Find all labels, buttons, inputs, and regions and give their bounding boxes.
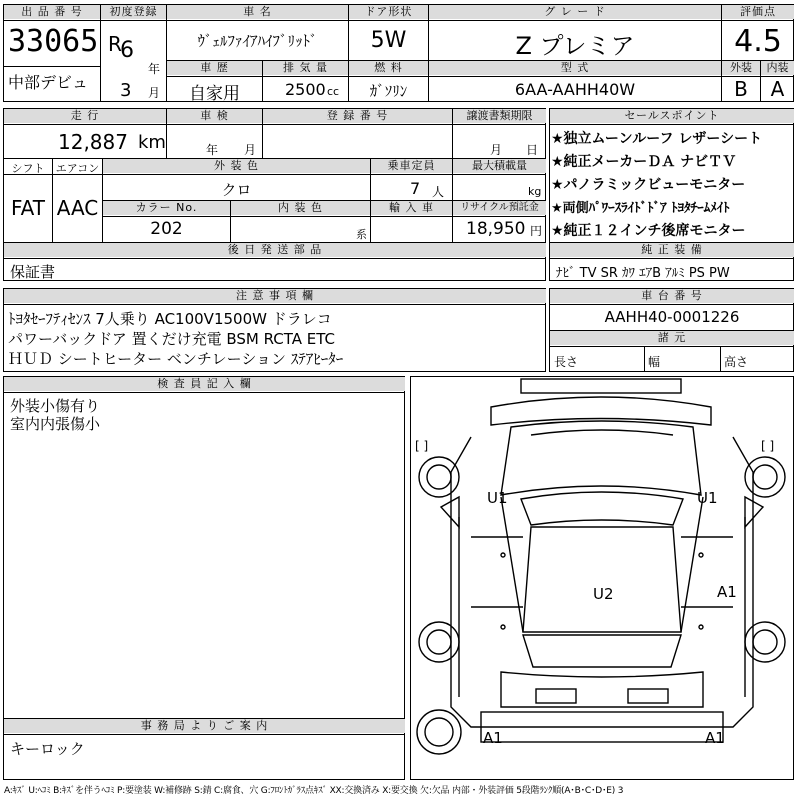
era: R (108, 32, 122, 56)
model-label: 型 式 (429, 61, 721, 75)
damage-diagram (410, 376, 794, 780)
sales-point-3: ★パノラミックビューモニター (551, 177, 746, 193)
grade-label: グ レ ー ド (429, 5, 721, 19)
aircon-label: エアコン (55, 162, 100, 175)
bracket-front-left: [ ] (415, 439, 429, 453)
car-name: ｳﾞｪﾙﾌｧｲｱﾊｲﾌﾞﾘｯﾄﾞ (197, 32, 318, 50)
score-label: 評価点 (722, 5, 794, 19)
notes-label: 注 意 事 項 欄 (4, 289, 546, 303)
recycle-unit: 円 (530, 224, 543, 238)
reg-month: 3 (120, 80, 132, 101)
mileage-unit: km (138, 132, 166, 153)
score: 4.5 (734, 24, 782, 59)
mark-right-front: U1 (697, 489, 718, 507)
interior-grade: A (770, 77, 785, 101)
recycle-amount: 18,950 (466, 219, 526, 239)
color: クロ (221, 181, 252, 199)
chassis-label: 車 台 番 号 (550, 289, 794, 303)
sales-point-2: ★純正メーカーＤＡ ナビＴＶ (551, 154, 737, 170)
capacity-unit: 人 (432, 185, 445, 199)
grade: Z プレミア (515, 32, 635, 60)
sales-point-1: ★独立ムーンルーフ レザーシート (551, 131, 763, 147)
interior-label: 内装 (761, 61, 794, 75)
notes-line-2: パワーバックドア 置くだけ充電 BSM RCTA ETC (8, 330, 336, 348)
dims-label: 諸 元 (550, 331, 794, 345)
mark-rear-left: A1 (483, 729, 503, 747)
displacement-unit: cc (327, 85, 340, 98)
office-label: 事 務 局 よ り ご 案 内 (4, 719, 405, 733)
sales-point-5: ★純正１２インチ後席モニター (551, 223, 746, 239)
insp-year-unit: 年 (206, 143, 219, 157)
import-label: 輸 入 車 (371, 201, 452, 215)
mark-roof: U2 (593, 585, 614, 603)
history-label: 車 歴 (167, 61, 262, 75)
shift: FAT (10, 196, 45, 220)
notes-line-1: ﾄﾖﾀｾｰﾌﾃｨｾﾝｽ 7人乗り AC100V1500W ドラレコ (8, 310, 332, 328)
shift-label: シフト (11, 162, 45, 175)
doors-label: ドア形状 (349, 5, 428, 19)
later-parts-label: 後 日 発 送 部 品 (4, 243, 546, 257)
exterior-label: 外装 (722, 61, 760, 75)
inspection-label: 車 検 (167, 109, 262, 123)
color-no-label: カラー No. (103, 201, 230, 215)
mark-rear-right: A1 (705, 729, 725, 747)
capacity-label: 乗車定員 (371, 159, 452, 173)
transfer-day-unit: 日 (526, 143, 539, 157)
office-note: キーロック (10, 740, 85, 758)
mark-right-rear: A1 (717, 583, 737, 601)
inspector-line-1: 外装小傷有り (10, 397, 101, 415)
lot-number: 33065 (8, 24, 99, 59)
recycle-label: リサイクル預託金 (453, 201, 546, 215)
mileage: 12,887 (58, 130, 128, 154)
mark-left-front: U1 (487, 489, 508, 507)
notes-line-3: ＨＵＤ シートヒーター ベンチレーション ｽﾃｱﾋｰﾀｰ (8, 350, 344, 368)
mileage-label: 走 行 (4, 109, 166, 123)
lot-label: 出 品 番 号 (4, 5, 100, 19)
length-label: 長さ (554, 355, 579, 369)
fuel: ｶﾞｿﾘﾝ (369, 82, 408, 100)
displacement: 2500 (285, 80, 326, 99)
interior-color-label: 内 装 色 (231, 201, 370, 215)
fuel-label: 燃 料 (349, 61, 428, 75)
legend: A:ｷｽﾞ U:ﾍｺﾐ B:ｷｽﾞを伴うﾍｺﾐ P:要塗装 W:補修跡 S:錆 C:腐食、穴 G:ﾌﾛﾝﾄｶﾞﾗｽ点ｷｽﾞ XX:交換済み X:要交換 欠:欠品 内部・外装評価 5段階ﾗﾝｸ順(A･B･C･D･E) 3 (4, 786, 624, 796)
insp-month-unit: 月 (244, 143, 257, 157)
color-no: 202 (150, 219, 183, 239)
displacement-label: 排 気 量 (263, 61, 348, 75)
load-label: 最大積載量 (453, 159, 546, 173)
month-unit: 月 (148, 86, 161, 100)
bracket-front-right: [ ] (761, 439, 775, 453)
aircon: AAC (56, 196, 99, 220)
equipment: ﾅﾋﾞ TV SR ｶﾜ ｴｱB ｱﾙﾐ PS PW (556, 266, 730, 281)
width-label: 幅 (648, 355, 661, 369)
exterior-grade: B (734, 77, 748, 101)
transfer-month-unit: 月 (490, 143, 503, 157)
load-unit: kg (528, 185, 542, 198)
car-name-label: 車 名 (167, 5, 348, 19)
history: 自家用 (189, 84, 240, 104)
color-label: 外 装 色 (103, 159, 370, 173)
inspector-line-2: 室内内張傷小 (10, 415, 101, 433)
sales-points-label: セールスポイント (550, 109, 794, 123)
height-label: 高さ (724, 355, 749, 369)
doors: 5W (370, 28, 407, 53)
model: 6AA-AAHH40W (514, 80, 636, 99)
registration-label: 初度登録 (101, 5, 166, 19)
year-unit: 年 (148, 62, 161, 76)
car-outline-diagram (411, 377, 793, 779)
equipment-label: 純 正 装 備 (550, 243, 794, 257)
inspector-label: 検 査 員 記 入 欄 (4, 377, 405, 391)
interior-color-unit: 系 (356, 228, 367, 241)
sales-point-4: ★両側ﾊﾟﾜｰｽﾗｲﾄﾞﾄﾞｱ ﾄﾖﾀﾁｰﾑﾒｲﾄ (551, 201, 730, 216)
chassis-number: AAHH40-0001226 (604, 308, 740, 326)
later-parts: 保証書 (10, 263, 56, 281)
transfer-label: 譲渡書類期限 (453, 109, 546, 123)
reg-year: 6 (120, 38, 134, 63)
debut-label: 中部デビュ (8, 73, 89, 92)
plate-label: 登 録 番 号 (263, 109, 452, 123)
capacity: 7 (410, 179, 421, 198)
